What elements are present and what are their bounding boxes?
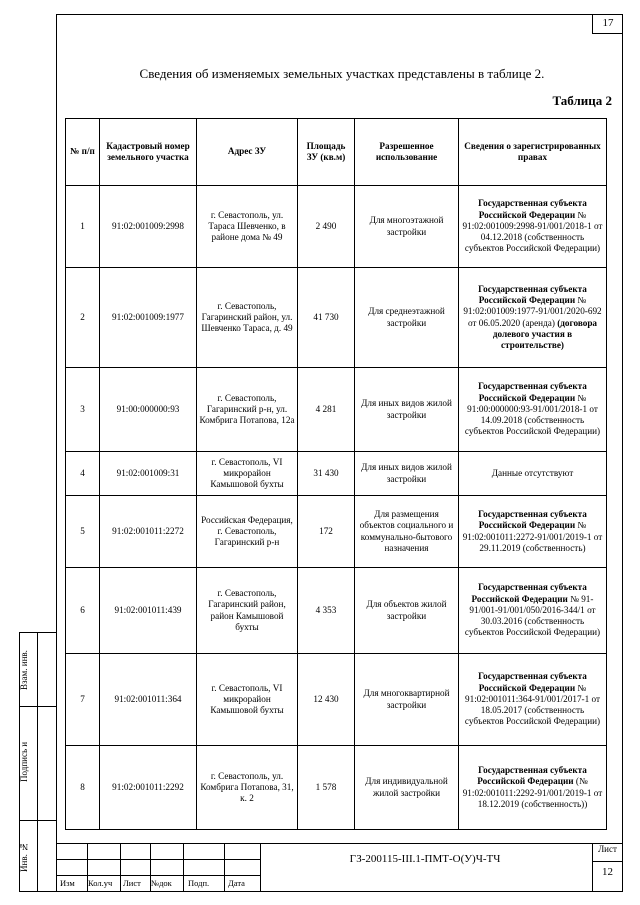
row-number: 4: [66, 452, 100, 496]
address: г. Севастополь, Гагаринский р-н, ул. Комбрига Потапова, 12а: [197, 368, 298, 452]
table-header-row: [66, 119, 607, 186]
address: Российская Федерация, г. Севастополь, Гагаринский р-н: [197, 496, 298, 568]
registered-rights: [459, 268, 607, 368]
rights-details: № 91:02:001011:364-91/001/2017-1 от 18.05.2017 (собственность субъектов Российской Федерации): [464, 682, 601, 727]
cadastral-number: 91:02:001011:2292: [100, 746, 197, 830]
rights-owner: Государственная субъекта Российской Федерации: [471, 582, 587, 604]
rights-details: № 91:02:001009:2998-91/001/2018-1 от 04.12.2018 (собственность субъектов Российской Федерации): [462, 209, 603, 254]
rights-details: № 91:02:001011:2272-91/001/2019-1 от 29.11.2019 (собственность): [462, 520, 603, 553]
rights-note: (договора долевого участия в строительстве): [492, 317, 598, 350]
rights-details: Данные отсутствуют: [491, 467, 574, 478]
rights-owner: Государственная субъекта Российской Федерации: [478, 198, 587, 220]
permitted-use: Для многоэтажной застройки: [355, 186, 459, 268]
stamp-label: Дата: [228, 878, 245, 888]
stamp-label: №док: [151, 878, 172, 888]
table-caption: Таблица 2: [552, 93, 612, 108]
cadastral-number: 91:02:001009:2998: [100, 186, 197, 268]
registered-rights: [459, 746, 607, 830]
cadastral-number: 91:02:001009:31: [100, 452, 197, 496]
side-label-inv: Инв. №: [19, 841, 29, 873]
rights-owner: Государственная субъекта Российской Федерации: [478, 381, 587, 403]
document-code: ГЗ-200115-III.1-ПМТ-О(У)Ч-ТЧ: [349, 853, 501, 865]
sheet-label: Лист: [598, 844, 617, 854]
rights-owner: Государственная субъекта Российской Федерации: [478, 509, 587, 531]
table-row: [66, 746, 607, 830]
rights-owner: Государственная субъекта Российской Федерации: [478, 671, 587, 693]
intro-text: Сведения об изменяемых земельных участках представлены в таблице 2.: [139, 66, 545, 81]
rights-details: № 91-91/001-91/001/050/2016-344/1 от 30.03.2016 (собственность субъектов Российской Федерации): [464, 593, 601, 638]
row-number: 1: [66, 186, 100, 268]
permitted-use: Для размещения объектов социального и коммунально-бытового назначения: [355, 496, 459, 568]
address: г. Севастополь, VI микрорайон Камышовой бухты: [197, 654, 298, 746]
title-block: [56, 843, 623, 892]
stamp-label: Кол.уч: [88, 878, 113, 888]
registered-rights: [459, 452, 607, 496]
permitted-use: Для иных видов жилой застройки: [355, 368, 459, 452]
rights-details: № 91:02:001009:1977-91/001/2020-692 от 06.05.2020 (аренда): [463, 295, 602, 328]
rights-details: (№ 91:02:001011:2292-91/001/2019-1 от 18.12.2019 (собственность)): [462, 776, 603, 809]
table-row: [66, 496, 607, 568]
area: 41 730: [298, 268, 355, 368]
area: 4 353: [298, 568, 355, 654]
table-row: [66, 368, 607, 452]
row-number: 2: [66, 268, 100, 368]
rights-details: № 91:00:000000:93-91/001/2018-1 от 14.09.2018 (собственность субъектов Российской Федерации): [464, 392, 601, 437]
stamp-label: Изм: [60, 878, 75, 888]
address: г. Севастополь, Гагаринский район, ул. Шевченко Тараса, д. 49: [197, 268, 298, 368]
permitted-use: Для многоквартирной застройки: [355, 654, 459, 746]
cadastral-number: 91:02:001011:364: [100, 654, 197, 746]
cadastral-number: 91:00:000000:93: [100, 368, 197, 452]
permitted-use: Для объектов жилой застройки: [355, 568, 459, 654]
row-number: 5: [66, 496, 100, 568]
registered-rights: [459, 654, 607, 746]
row-number: 8: [66, 746, 100, 830]
permitted-use: Для индивидуальной жилой застройки: [355, 746, 459, 830]
table-row: [66, 568, 607, 654]
area: 172: [298, 496, 355, 568]
col-header: Кадастровый номер земельного участка: [100, 119, 197, 186]
registered-rights: [459, 568, 607, 654]
col-header: № п/п: [66, 119, 100, 186]
table-row: [66, 268, 607, 368]
rights-owner: Государственная субъекта Российской Федерации: [477, 765, 587, 787]
col-header: Сведения о зарегистрированных правах: [459, 119, 607, 186]
stamp-label: Лист: [123, 878, 141, 888]
area: 4 281: [298, 368, 355, 452]
cadastral-number: 91:02:001011:439: [100, 568, 197, 654]
registered-rights: [459, 186, 607, 268]
side-label-podpis: Подпись и: [19, 741, 29, 783]
registered-rights: [459, 496, 607, 568]
permitted-use: Для иных видов жилой застройки: [355, 452, 459, 496]
side-label-vzam: Взам. инв.: [19, 650, 29, 690]
cadastral-number: 91:02:001011:2272: [100, 496, 197, 568]
area: 2 490: [298, 186, 355, 268]
sheet-number: 12: [602, 866, 613, 878]
rights-owner: Государственная субъекта Российской Федерации: [478, 283, 587, 306]
area: 12 430: [298, 654, 355, 746]
area: 1 578: [298, 746, 355, 830]
address: г. Севастополь, ул. Тараса Шевченко, в районе дома № 49: [197, 186, 298, 268]
cadastral-number: 91:02:001009:1977: [100, 268, 197, 368]
col-header: Адрес ЗУ: [197, 119, 298, 186]
col-header: Площадь ЗУ (кв.м): [298, 119, 355, 186]
permitted-use: Для среднеэтажной застройки: [355, 268, 459, 368]
address: г. Севастополь, ул. Комбрига Потапова, 31, к. 2: [197, 746, 298, 830]
col-header: Разрешенное использование: [355, 119, 459, 186]
land-plots-table: [65, 118, 607, 830]
table-row: [66, 654, 607, 746]
table-row: [66, 186, 607, 268]
stamp-label: Подп.: [188, 878, 210, 888]
area: 31 430: [298, 452, 355, 496]
page-number-top: 17: [592, 14, 623, 34]
address: г. Севастополь, Гагаринский район, район Камышовой бухты: [197, 568, 298, 654]
row-number: 6: [66, 568, 100, 654]
row-number: 7: [66, 654, 100, 746]
table-row: [66, 452, 607, 496]
row-number: 3: [66, 368, 100, 452]
registered-rights: [459, 368, 607, 452]
address: г. Севастополь, VI микрорайон Камышовой бухты: [197, 452, 298, 496]
